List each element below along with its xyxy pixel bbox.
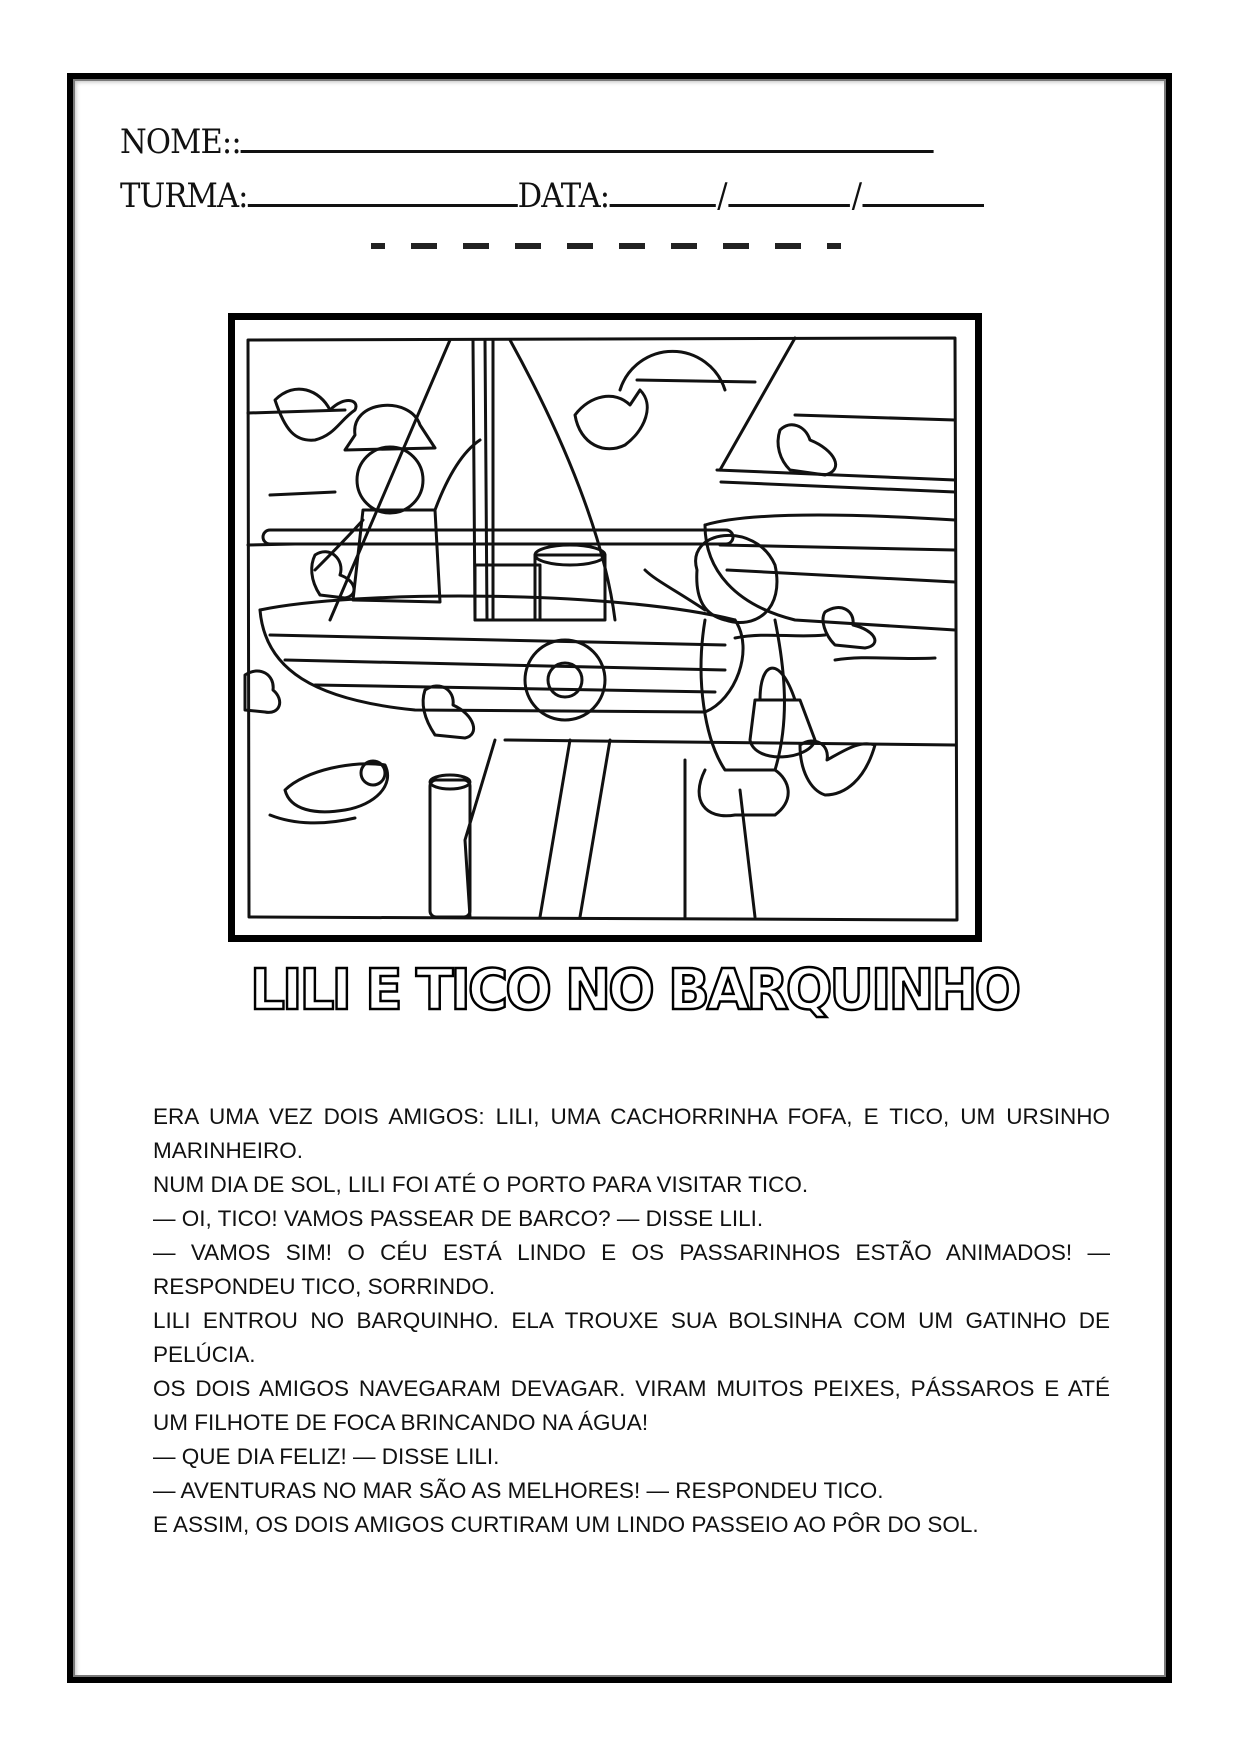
date-month-blank[interactable]	[728, 200, 850, 207]
boat-scene-drawing	[235, 320, 975, 935]
date-label: DATA:	[517, 176, 610, 216]
dash	[775, 243, 801, 249]
story-paragraph: NUM DIA DE SOL, LILI FOI ATÉ O PORTO PARA VISITAR TICO.	[153, 1172, 809, 1197]
dash	[723, 243, 749, 249]
dash	[463, 243, 489, 249]
story-paragraph: OS DOIS AMIGOS NAVEGARAM DEVAGAR. VIRAM MUITOS PEIXES, PÁSSAROS E ATÉ UM FILHOTE DE FOCA BRINCANDO NA ÁGUA!	[153, 1376, 1110, 1435]
dashed-divider	[371, 243, 841, 249]
dash	[515, 243, 541, 249]
dash	[371, 243, 385, 249]
date-day-blank[interactable]	[609, 200, 715, 207]
story-paragraph: E ASSIM, OS DOIS AMIGOS CURTIRAM UM LINDO PASSEIO AO PÔR DO SOL.	[153, 1512, 979, 1537]
name-label: NOME::	[120, 122, 241, 162]
date-year-blank[interactable]	[863, 200, 985, 207]
date-separator-1: /	[717, 176, 727, 216]
story-paragraph: ERA UMA VEZ DOIS AMIGOS: LILI, UMA CACHORRINHA FOFA, E TICO, UM URSINHO MARINHEIRO.	[153, 1104, 1110, 1163]
dash	[671, 243, 697, 249]
story-paragraph: — AVENTURAS NO MAR SÃO AS MELHORES! — RESPONDEU TICO.	[153, 1478, 884, 1503]
story-body	[153, 1100, 1110, 1542]
story-paragraph: — OI, TICO! VAMOS PASSEAR DE BARCO? — DISSE LILI.	[153, 1206, 764, 1231]
story-title: LILI E TICO NO BARQUINHO	[250, 958, 1019, 1023]
class-blank-line[interactable]	[248, 200, 518, 207]
coloring-illustration	[228, 313, 982, 942]
story-paragraph: — VAMOS SIM! O CÉU ESTÁ LINDO E OS PASSARINHOS ESTÃO ANIMADOS! — RESPONDEU TICO, SORRINDO.	[153, 1240, 1110, 1299]
story-paragraph: — QUE DIA FELIZ! — DISSE LILI.	[153, 1444, 500, 1469]
name-field-row	[120, 122, 934, 162]
dash	[567, 243, 593, 249]
dash	[619, 243, 645, 249]
dash	[827, 243, 841, 249]
class-label: TURMA:	[120, 176, 248, 216]
date-separator-2: /	[851, 176, 862, 216]
story-paragraph: LILI ENTROU NO BARQUINHO. ELA TROUXE SUA BOLSINHA COM UM GATINHO DE PELÚCIA.	[153, 1308, 1110, 1367]
dash	[411, 243, 437, 249]
name-blank-line[interactable]	[241, 146, 934, 153]
class-date-row	[120, 176, 984, 216]
